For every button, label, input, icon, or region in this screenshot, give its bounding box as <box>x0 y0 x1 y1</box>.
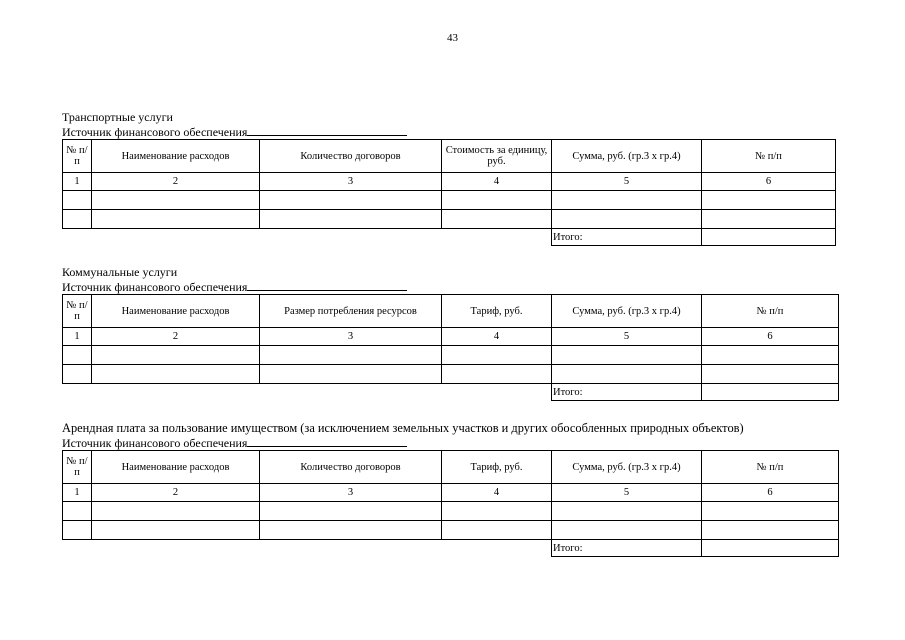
table-cell[interactable] <box>63 210 92 229</box>
column-number-row <box>63 328 839 346</box>
table-cell[interactable] <box>552 210 702 229</box>
section-utility-services <box>62 265 839 401</box>
column-number-cell: 1 <box>63 484 92 502</box>
funding-source-label: Источник финансового обеспечения <box>62 125 248 139</box>
table-cell[interactable] <box>63 521 92 540</box>
table-cell[interactable] <box>702 210 836 229</box>
total-row <box>63 540 839 557</box>
table-row <box>63 346 839 365</box>
table-cell[interactable] <box>92 191 260 210</box>
table-cell[interactable] <box>442 346 552 365</box>
section-title: Коммунальные услуги <box>62 265 178 279</box>
total-value-cell[interactable] <box>702 540 839 557</box>
table-cell[interactable] <box>92 521 260 540</box>
header-cell: Тариф, руб. <box>442 451 552 484</box>
column-number-row <box>63 484 839 502</box>
column-number-cell: 6 <box>702 484 839 502</box>
header-cell: Сумма, руб. (гр.3 х гр.4) <box>552 295 702 328</box>
table-header-row <box>63 140 836 173</box>
funding-source-input-line[interactable] <box>247 279 407 291</box>
table-cell[interactable] <box>552 502 702 521</box>
table-cell[interactable] <box>260 346 442 365</box>
table-row <box>63 365 839 384</box>
table-header-row <box>63 451 839 484</box>
header-cell: Наименование расходов <box>92 451 260 484</box>
column-number-cell: 3 <box>260 173 442 191</box>
column-number-cell: 6 <box>702 173 836 191</box>
section-title: Транспортные услуги <box>62 110 173 124</box>
column-number-cell: 3 <box>260 484 442 502</box>
table-row <box>63 502 839 521</box>
column-number-cell: 4 <box>442 484 552 502</box>
column-number-cell: 5 <box>552 328 702 346</box>
column-number-cell: 5 <box>552 173 702 191</box>
table-cell[interactable] <box>63 346 92 365</box>
column-number-cell: 2 <box>92 484 260 502</box>
table-cell[interactable] <box>92 365 260 384</box>
table-header-row <box>63 295 839 328</box>
funding-source-line <box>62 435 839 450</box>
funding-source-line <box>62 124 836 139</box>
total-value-cell[interactable] <box>702 384 839 401</box>
table-cell[interactable] <box>260 502 442 521</box>
expense-table <box>62 450 839 557</box>
funding-source-label: Источник финансового обеспечения <box>62 436 248 450</box>
column-number-cell: 6 <box>702 328 839 346</box>
header-cell: Сумма, руб. (гр.3 х гр.4) <box>552 451 702 484</box>
table-cell[interactable] <box>260 210 442 229</box>
header-cell: № п/п <box>63 295 92 328</box>
section-title: Арендная плата за пользование имуществом (за исключением земельных участков и других обособленных природных объектов) <box>62 421 744 435</box>
header-cell: № п/п <box>702 295 839 328</box>
table-cell[interactable] <box>442 210 552 229</box>
header-cell: Тариф, руб. <box>442 295 552 328</box>
table-row <box>63 191 836 210</box>
table-cell[interactable] <box>552 346 702 365</box>
column-number-cell: 3 <box>260 328 442 346</box>
table-cell[interactable] <box>702 502 839 521</box>
column-number-cell: 2 <box>92 173 260 191</box>
column-number-cell: 4 <box>442 328 552 346</box>
funding-source-label: Источник финансового обеспечения <box>62 280 248 294</box>
table-cell[interactable] <box>702 346 839 365</box>
table-cell[interactable] <box>442 365 552 384</box>
table-cell[interactable] <box>63 365 92 384</box>
section-property-rent <box>62 421 839 557</box>
funding-source-input-line[interactable] <box>247 124 407 136</box>
total-row <box>63 229 836 246</box>
table-cell[interactable] <box>260 365 442 384</box>
column-number-row <box>63 173 836 191</box>
header-cell: Количество договоров <box>260 451 442 484</box>
table-cell[interactable] <box>63 191 92 210</box>
total-row <box>63 384 839 401</box>
table-cell[interactable] <box>552 191 702 210</box>
total-value-cell[interactable] <box>702 229 836 246</box>
header-cell: Сумма, руб. (гр.3 х гр.4) <box>552 140 702 173</box>
column-number-cell: 2 <box>92 328 260 346</box>
page-number: 43 <box>447 32 458 44</box>
table-cell[interactable] <box>442 521 552 540</box>
column-number-cell: 1 <box>63 328 92 346</box>
header-cell: Количество договоров <box>260 140 442 173</box>
header-cell: Размер потребления ресурсов <box>260 295 442 328</box>
header-cell: № п/п <box>63 451 92 484</box>
table-cell[interactable] <box>260 191 442 210</box>
table-cell[interactable] <box>702 191 836 210</box>
table-row <box>63 521 839 540</box>
column-number-cell: 4 <box>442 173 552 191</box>
table-cell[interactable] <box>92 346 260 365</box>
table-cell[interactable] <box>442 502 552 521</box>
funding-source-input-line[interactable] <box>247 435 407 447</box>
total-label: Итого: <box>552 540 702 557</box>
header-cell: № п/п <box>702 451 839 484</box>
column-number-cell: 5 <box>552 484 702 502</box>
expense-table <box>62 294 839 401</box>
table-cell[interactable] <box>702 365 839 384</box>
table-cell[interactable] <box>63 502 92 521</box>
table-cell[interactable] <box>92 502 260 521</box>
table-cell[interactable] <box>92 210 260 229</box>
header-cell: Наименование расходов <box>92 295 260 328</box>
table-row <box>63 210 836 229</box>
total-label: Итого: <box>552 384 702 401</box>
table-cell[interactable] <box>702 521 839 540</box>
table-cell[interactable] <box>442 191 552 210</box>
table-cell[interactable] <box>260 521 442 540</box>
expense-table <box>62 139 836 246</box>
header-cell: № п/п <box>702 140 836 173</box>
header-cell: Наименование расходов <box>92 140 260 173</box>
header-cell: Стоимость за единицу, руб. <box>442 140 552 173</box>
header-cell: № п/п <box>63 140 92 173</box>
table-cell[interactable] <box>552 521 702 540</box>
column-number-cell: 1 <box>63 173 92 191</box>
funding-source-line <box>62 279 839 294</box>
table-cell[interactable] <box>552 365 702 384</box>
total-label: Итого: <box>552 229 702 246</box>
section-transport-services <box>62 110 836 246</box>
